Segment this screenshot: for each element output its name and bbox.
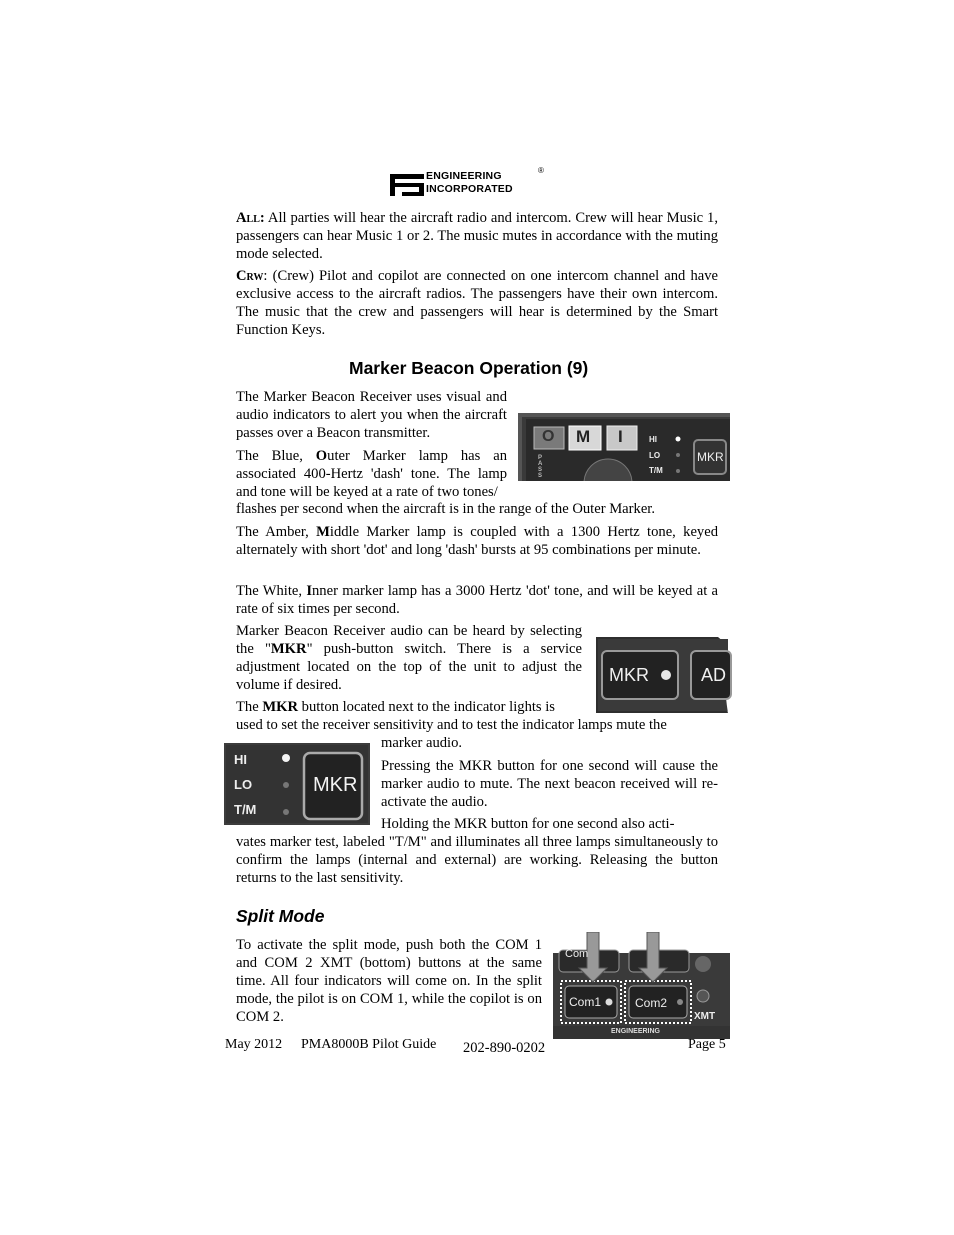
mkrbtn-pre: The bbox=[236, 699, 263, 715]
paragraph-mkr-button-cont: used to set the receiver sensitivity and to test the indicator lamps mute the bbox=[236, 717, 667, 733]
paragraph-all bbox=[236, 209, 718, 263]
img4-xmt-label: XMT bbox=[694, 1011, 716, 1022]
all-lead: All bbox=[236, 210, 260, 226]
logo-line2: INCORPORATED bbox=[426, 183, 513, 195]
paragraph-hold-mkr-cont: vates marker test, labeled "T/M" and illuminates all three lamps simultaneously to confirm the lamps (internal and external) are working. Releasing the button returns to the last sensitivity. bbox=[236, 834, 718, 886]
img1-hi-label: HI bbox=[649, 435, 657, 444]
split-mode-image bbox=[553, 932, 730, 1039]
blue-bold: O bbox=[315, 448, 328, 464]
img2-adj-label: AD bbox=[701, 665, 727, 685]
amber-bold: M bbox=[316, 524, 330, 540]
blue-post: uter Marker lamp has an associated 400-Hertz 'dash' tone. The lamp and tone will be keyed at a rate of two tones/ bbox=[236, 448, 507, 500]
crw-text: : (Crew) Pilot and copilot are connected on one intercom channel and have exclusive access to the aircraft radios. The passengers have their own intercom. The music that the crew and passengers will hear is determined by the Smart Function Keys. bbox=[236, 268, 718, 338]
paragraph-mkr-button-cont2: marker audio. bbox=[381, 735, 463, 751]
img4-com2-label: Com2 bbox=[635, 996, 668, 1010]
footer-document-number: 202-890-0202 bbox=[463, 1040, 546, 1056]
img4-top-com-label: Com bbox=[565, 948, 589, 960]
mkrbtn-bold: MKR bbox=[262, 699, 299, 715]
white-post: nner marker lamp has a 3000 Hertz 'dot' tone, and will be keyed at a rate of six times per second. bbox=[236, 583, 719, 617]
img3-hi-label: HI bbox=[234, 752, 247, 767]
white-bold: I bbox=[306, 583, 312, 599]
paragraph-blue-marker-cont: flashes per second when the aircraft is in the range of the Outer Marker. bbox=[236, 501, 655, 517]
paragraph-blue-marker bbox=[236, 447, 507, 501]
paragraph-crw bbox=[236, 267, 718, 339]
img1-o-label: O bbox=[542, 428, 555, 445]
paragraph-hold-mkr: Holding the MKR button for one second also acti- bbox=[381, 816, 675, 832]
img1-m-label: M bbox=[576, 427, 591, 446]
audio-bold: MKR bbox=[270, 641, 307, 657]
paragraph-mkr-button bbox=[236, 698, 582, 716]
img3-mkr-label: MKR bbox=[313, 774, 358, 796]
img3-tm-label: T/M bbox=[234, 802, 257, 817]
paragraph-marker-audio bbox=[236, 622, 582, 694]
white-pre: The White, bbox=[236, 583, 307, 599]
paragraph-split-mode: To activate the split mode, push both the COM 1 and COM 2 XMT (bottom) buttons at the same time. All four indicators will come on. In the split mode, the pilot is on COM 1, while the copilot is on COM 2. bbox=[236, 937, 542, 1025]
all-text: All parties will hear the aircraft radio and intercom. Crew will hear Music 1, passengers can hear Music 1 or 2. The music mutes in accordance with the muting mode selected. bbox=[236, 210, 718, 262]
paragraph-amber-marker bbox=[236, 523, 718, 559]
marker-panel-image bbox=[518, 413, 730, 481]
img4-engineering-label: ENGINEERING bbox=[611, 1028, 661, 1035]
img1-i-label: I bbox=[618, 427, 623, 446]
audio-post: " push-button switch. There is a service adjustment located on the top of the unit to adjust the volume if desired. bbox=[236, 641, 582, 693]
img4-com1-label: Com1 bbox=[569, 995, 602, 1009]
footer-date: May 2012 bbox=[225, 1037, 283, 1052]
ps-logo-icon bbox=[390, 170, 426, 200]
sensitivity-panel-image bbox=[224, 743, 370, 825]
logo-registered-mark: ® bbox=[538, 166, 544, 175]
img1-pass-label: PASS bbox=[538, 455, 543, 479]
ps-engineering-logo bbox=[390, 168, 550, 200]
blue-pre: The Blue, bbox=[236, 448, 316, 464]
img3-lo-label: LO bbox=[234, 777, 253, 792]
paragraph-marker-intro: The Marker Beacon Receiver uses visual and audio indicators to alert you when the aircraft passes over a Beacon transmitter. bbox=[236, 389, 507, 441]
mkr-button-image bbox=[596, 637, 732, 713]
amber-post: iddle Marker lamp is coupled with a 1300 Hertz tone, keyed alternately with short 'dot' and long 'dash' bursts at 95 combinations per minute. bbox=[236, 524, 718, 558]
paragraph-press-mkr: Pressing the MKR button for one second will cause the marker audio to mute. The next beacon received will re-activate the audio. bbox=[381, 758, 718, 810]
mkrbtn-post: button located next to the indicator lights is bbox=[298, 699, 555, 715]
heading-marker-beacon: Marker Beacon Operation (9) bbox=[349, 358, 589, 378]
crw-lead: Crw bbox=[236, 268, 264, 284]
footer-page-number: Page 5 bbox=[688, 1037, 726, 1052]
img1-mkr-label: MKR bbox=[697, 450, 724, 464]
paragraph-white-marker bbox=[236, 582, 718, 618]
amber-pre: The Amber, bbox=[236, 524, 317, 540]
audio-pre: Marker Beacon Receiver audio can be heard by selecting the " bbox=[236, 623, 582, 657]
img1-tm-label: T/M bbox=[649, 466, 663, 475]
all-colon: : bbox=[259, 210, 265, 226]
footer-guide-title: PMA8000B Pilot Guide bbox=[301, 1037, 437, 1052]
logo-line1: ENGINEERING bbox=[426, 170, 502, 182]
img1-lo-label: LO bbox=[649, 451, 661, 460]
img2-mkr-label: MKR bbox=[609, 665, 649, 685]
heading-split-mode: Split Mode bbox=[236, 906, 325, 926]
